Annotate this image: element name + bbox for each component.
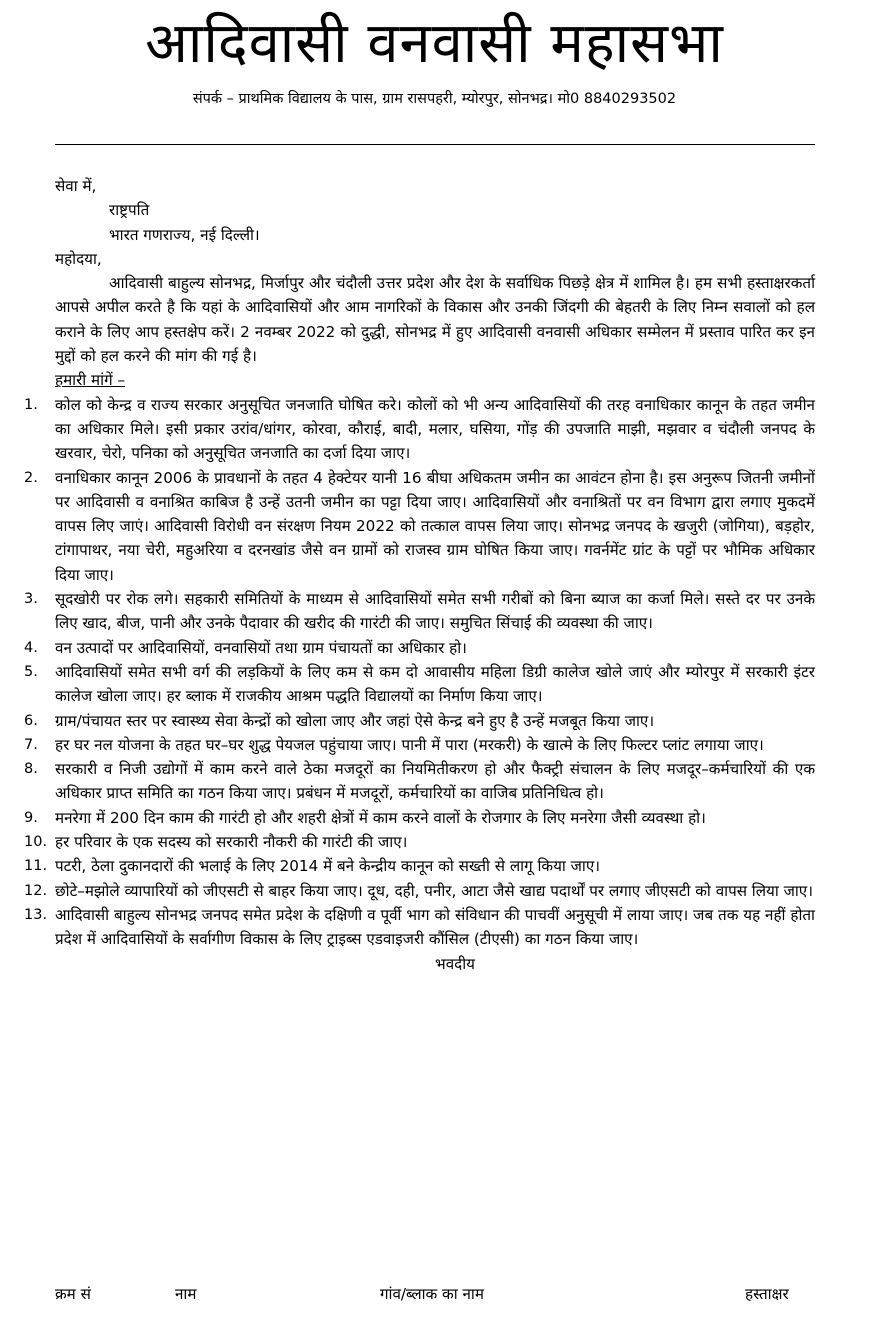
demand-number: 5. <box>24 663 38 680</box>
col-signature: हस्ताक्षर <box>745 1285 789 1303</box>
demand-number: 13. <box>24 906 48 923</box>
col-village: गांव/ब्लाक का नाम <box>380 1285 484 1303</box>
demand-item <box>24 587 815 636</box>
demand-item <box>24 903 815 952</box>
demand-number: 4. <box>24 639 38 656</box>
demand-number: 1. <box>24 396 38 413</box>
demands-heading: हमारी मांगें – <box>55 371 126 390</box>
demand-item <box>24 854 815 878</box>
demand-item <box>24 879 815 903</box>
demand-item <box>24 733 815 757</box>
demand-text: छोटे–मझोले व्यापारियों को जीएसटी से बाहर किया जाए। दूध, दही, पनीर, आटा जैसे खाद्य पदार्थों पर लगाए जीएसटी को वापस लिया जाए। <box>55 881 813 900</box>
demand-item <box>24 660 815 709</box>
recipient-line-1: राष्ट्रपति <box>109 201 150 220</box>
body-paragraph: आदिवासी बाहुल्य सोनभद्र, मिर्जापुर और चंदौली उत्तर प्रदेश और देश के सर्वाधिक पिछड़े क्षेत्र में शामिल है। हम सभी हस्ताक्षरकर्ता आपसे अपील करते है कि यहां के आदिवासियों और आम नागरिकों के विकास और उनकी जिंदगी की बेहतरी के लिए निम्न सवालों को हल कराने के लिए आप हस्तक्षेप करें। 2 नवम्बर 2022 को दुद्धी, सोनभद्र में हुए आदिवासी वनवासी अधिकार सम्मेलन में प्रस्ताव पारित कर इन मुद्दों को हल करने की मांग की गई है। <box>55 274 815 366</box>
demand-text: ग्राम/पंचायत स्तर पर स्वास्थ्य सेवा केन्द्रों को खोला जाए और जहां ऐसे केन्द्र बने हुए है उन्हें मजबूत किया जाए। <box>55 711 655 730</box>
demand-number: 9. <box>24 809 38 826</box>
demand-text: मनरेगा में 200 दिन काम की गारंटी हो और शहरी क्षेत्रों में काम करने वालों के रोजगार के लिए मनरेगा जैसी व्यवस्था हो। <box>55 808 706 827</box>
demand-text: पटरी, ठेला दुकानदारों की भलाई के लिए 2014 में बने केन्द्रीय कानून को सख्ती से लागू किया जाए। <box>55 857 601 876</box>
contact-line: संपर्क – प्राथमिक विद्यालय के पास, ग्राम रासपहरी, म्योरपुर, सोनभद्र। मो0 8840293502 <box>192 91 677 107</box>
demand-number: 12. <box>24 882 48 899</box>
demand-number: 11. <box>24 858 48 875</box>
col-name: नाम <box>175 1285 197 1303</box>
demand-text: हर परिवार के एक सदस्य को सरकारी नौकरी की गारंटी की जाए। <box>55 833 408 852</box>
demand-text: आदिवासी बाहुल्य सोनभद्र जनपद समेत प्रदेश के दक्षिणी व पूर्वी भाग को संविधान की पाचवीं अनुसूची में लाया जाए। जब तक यह नहीं होता प्रदेश में आदिवासियों के सर्वागीण विकास के लिए ट्राइब्स एडवाइजरी कौंसिल (टीएसी) का गठन किया जाए। <box>55 905 815 949</box>
salutation: महोदया, <box>55 249 102 268</box>
demand-text: वनाधिकार कानून 2006 के प्रावधानों के तहत 4 हेक्टेयर यानी 16 बीघा अधिकतम जमीन का आवंटन होना है। इस अनुरूप जितनी जमीनों पर आदिवासी व वनाश्रित काबिज है उन्हें उतनी जमीन का पट्टा दिया जाए। आदिवासियों और वनाश्रितों पर वन विभाग द्वारा लगाए मुकदमें वापस लिए जाएं। आदिवासी विरोधी वन संरक्षण नियम 2022 को तत्काल वापस लिया जाए। सोनभद्र जनपद के खजुरी (जोगिया), बड़होर, टांगापाथर, नया चेरी, महुअरिया व दरनखांड जैसे वन ग्रामों को राजस्व ग्राम घोषित किया जाए। गवर्नमेंट ग्रांट के पट्टों पर भौमिक अधिकार दिया जाए। <box>55 468 815 584</box>
demand-number: 8. <box>24 761 38 778</box>
demand-item <box>24 636 815 660</box>
letter-body <box>24 174 815 976</box>
demand-item <box>24 466 815 587</box>
org-title: आदिवासी वनवासी महासभा <box>145 11 724 76</box>
header-divider <box>55 144 815 145</box>
demand-item <box>24 806 815 830</box>
demand-item <box>24 709 815 733</box>
closing: भवदीय <box>435 954 475 973</box>
demand-text: कोल को केन्द्र व राज्य सरकार अनुसूचित जनजाति घोषित करे। कोलों को भी अन्य आदिवासियों की तरह वनाधिकार कानून के तहत जमीन का अधिकार मिले। इसी प्रकार उरांव/धांगर, कोरवा, कौराई, बादी, मलार, घसिया, गोंड़ की उपजाति माझी, मझवार व चंदौली जनपद के खरवार, चेरो, पनिका को अनुसूचित जनजाति का दर्जा दिया जाए। <box>55 395 815 463</box>
demand-item <box>24 757 815 806</box>
demand-text: हर घर नल योजना के तहत घर–घर शुद्ध पेयजल पहुंचाया जाए। पानी में पारा (मरकरी) के खात्मे के लिए फिल्टर प्लांट लगाया जाए। <box>55 735 764 754</box>
demand-number: 3. <box>24 591 38 608</box>
demands-list <box>24 393 815 952</box>
demand-number: 6. <box>24 712 38 729</box>
demand-text: सरकारी व निजी उद्योगों में काम करने वाले ठेका मजदूरों का नियमितीकरण हो और फैक्ट्री संचालन के लिए मजदूर–कर्मचारियों की एक अधिकार प्राप्त समिति का गठन किया जाए। प्रबंधन में मजदूरों, कर्मचारियों का वाजिब प्रतिनिधित्व हो। <box>55 760 815 803</box>
demand-item <box>24 393 815 466</box>
recipient-line-2: भारत गणराज्य, नई दिल्ली। <box>109 225 260 244</box>
demand-text: आदिवासियों समेत सभी वर्ग की लड़कियों के लिए कम से कम दो आवासीय महिला डिग्री कालेज खोले जाएं और म्योरपुर में सरकारी इंटर कालेज खोला जाए। हर ब्लाक में राजकीय आश्रम पद्धति विद्यालयों का निर्माण किया जाए। <box>55 662 815 706</box>
demand-text: वन उत्पादों पर आदिवासियों, वनवासियों तथा ग्राम पंचायतों का अधिकार हो। <box>55 638 467 657</box>
col-serial: क्रम सं <box>55 1285 91 1303</box>
demand-text: सूदखोरी पर रोक लगे। सहकारी समितियों के माध्यम से आदिवासियों समेत सभी गरीबों को बिना ब्याज का कर्जा मिले। सस्ते दर पर उनके लिए खाद, बीज, पानी और उनके पैदावार की खरीद की गारंटी की जाए। समुचित सिंचाई की व्यवस्था की जाए। <box>55 590 815 633</box>
demand-number: 10. <box>24 834 48 851</box>
demand-number: 2. <box>24 469 38 486</box>
to-label: सेवा में, <box>55 177 97 195</box>
demand-item <box>24 830 815 854</box>
demand-number: 7. <box>24 736 38 753</box>
